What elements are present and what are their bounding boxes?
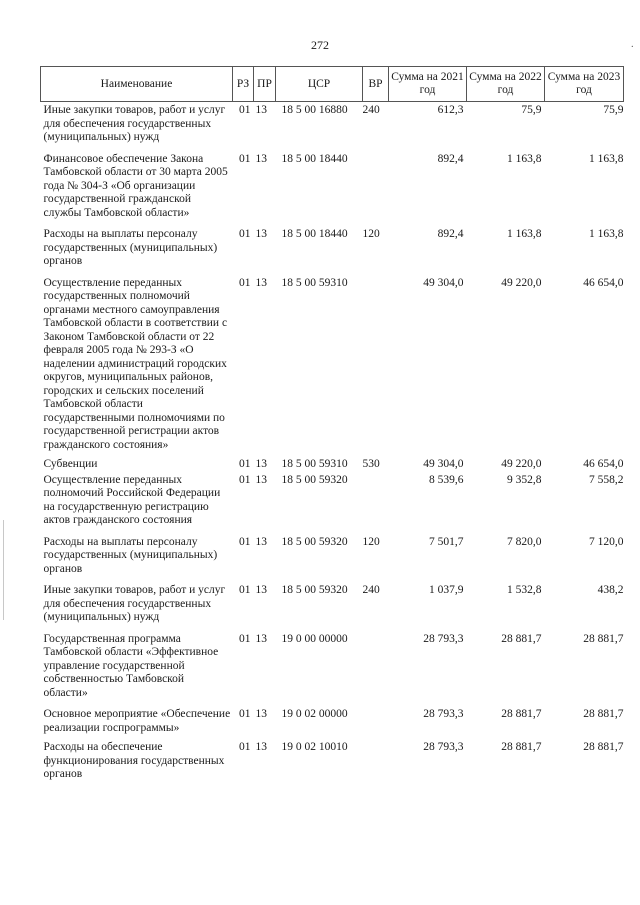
table-row [41,584,624,633]
row-name: Расходы на выплаты персоналу государственных (муниципальных) органов [43,228,218,267]
row-rz: 01 [239,473,251,486]
row-rz: 01 [239,584,251,596]
table-row [41,153,624,229]
row-csr: 18 5 00 18440 [281,228,348,240]
row-pr: 13 [255,535,267,548]
row-name: Государственная программа Тамбовской области «Эффективное управление государственной собственностью Тамбовской области» [43,632,219,699]
row-sum-2022: 1 163,8 [507,152,542,165]
row-pr: 13 [255,741,267,753]
row-sum-2023: 438,2 [597,584,624,596]
row-pr: 13 [255,104,267,116]
table-header-row [41,67,624,102]
row-name: Финансовое обеспечение Закона Тамбовской области от 30 марта 2005 года № 304-З «Об организации государственной гражданской службы Тамбовской области» [43,152,228,219]
row-pr: 13 [255,228,267,240]
row-csr: 19 0 00 00000 [281,632,348,645]
row-sum-2022: 9 352,8 [507,473,542,486]
budget-table [40,66,624,782]
row-sum-2021: 49 304,0 [423,276,464,289]
row-sum-2022: 75,9 [521,104,542,116]
row-name: Осуществление переданных полномочий Российской Федерации на государственную регистрацию актов гражданского состояния [43,473,221,526]
row-name: Иные закупки товаров, работ и услуг для обеспечения государственных (муниципальных) нужд [43,584,226,623]
row-sum-2023: 75,9 [603,104,624,116]
scan-edge-line [3,520,4,620]
row-csr: 19 0 02 00000 [281,708,348,720]
row-vr: 120 [362,535,380,548]
row-vr [363,633,389,709]
table-body [41,102,624,782]
row-csr: 18 5 00 59320 [281,535,348,548]
row-sum-2021: 8 539,6 [429,473,464,486]
row-sum-2022: 28 881,7 [501,632,542,645]
row-sum-2022: 7 820,0 [507,535,542,548]
row-pr: 13 [255,473,267,486]
row-pr: 13 [255,584,267,596]
row-sum-2022: 1 163,8 [507,228,542,240]
table-row [41,458,624,474]
row-vr: 240 [362,584,380,596]
row-sum-2023: 28 881,7 [583,708,624,720]
row-vr [363,708,389,741]
row-pr: 13 [255,276,267,289]
table-row [41,536,624,585]
row-sum-2023: 1 163,8 [589,152,624,165]
row-csr: 18 5 00 59320 [281,473,348,486]
row-vr: 240 [362,104,380,116]
row-sum-2021: 28 793,3 [423,632,464,645]
row-name: Осуществление переданных государственных полномочий органами местного самоуправления Тамбовской области в соответствии с Законом Тамбовской области от 22 февраля 2005 года № 293-З «О наделении администраций городских округов, муниципальных районов, городских и сельских поселений Тамбовской области государственными полномочиями по государственной регистрации актов гражданского состояния» [43,276,228,451]
row-name: Основное мероприятие «Обеспечение реализации госпрограммы» [43,708,231,734]
row-vr [363,741,389,782]
row-sum-2023: 46 654,0 [583,458,624,470]
row-sum-2021: 892,4 [437,152,464,165]
row-csr: 18 5 00 18440 [281,152,348,165]
row-rz: 01 [239,741,251,753]
row-vr [363,474,389,536]
row-vr [363,277,389,459]
header-csr: ЦСР [276,67,363,102]
row-name: Расходы на обеспечение функционирования государственных органов [43,741,225,780]
row-sum-2021: 892,4 [437,228,464,240]
row-rz: 01 [239,458,251,470]
row-pr: 13 [255,632,267,645]
row-vr: 530 [362,458,380,470]
row-sum-2021: 28 793,3 [423,708,464,720]
row-sum-2023: 7 120,0 [589,535,624,548]
row-pr: 13 [255,152,267,165]
row-sum-2021: 1 037,9 [429,584,464,596]
row-pr: 13 [255,708,267,720]
row-sum-2021: 28 793,3 [423,741,464,753]
row-sum-2022: 28 881,7 [501,708,542,720]
header-rz: РЗ [233,67,254,102]
header-pr: ПР [254,67,276,102]
row-name: Расходы на выплаты персоналу государственных (муниципальных) органов [43,535,218,575]
row-name: Субвенции [43,458,98,470]
page-number: 272 [311,38,329,52]
header-name: Наименование [41,67,233,102]
table-row [41,102,624,153]
row-rz: 01 [239,708,251,720]
row-sum-2023: 28 881,7 [583,632,624,645]
row-vr: 120 [362,228,380,240]
row-csr: 18 5 00 59320 [281,584,348,596]
row-vr [363,153,389,229]
table-row [41,633,624,709]
table-row [41,277,624,459]
header-sum-2021: Сумма на 2021 год [389,67,467,102]
row-csr: 18 5 00 59310 [281,276,348,289]
row-sum-2022: 1 532,8 [507,584,542,596]
row-sum-2023: 1 163,8 [589,228,624,240]
table-row [41,741,624,782]
row-csr: 19 0 02 10010 [281,741,348,753]
corner-mark: · [630,42,634,53]
row-sum-2021: 49 304,0 [423,458,464,470]
row-sum-2023: 46 654,0 [583,276,624,289]
row-sum-2021: 7 501,7 [429,535,464,548]
table-row [41,474,624,536]
row-rz: 01 [239,152,251,165]
row-sum-2021: 612,3 [437,104,464,116]
row-sum-2022: 28 881,7 [501,741,542,753]
header-sum-2022: Сумма на 2022 год [467,67,545,102]
row-rz: 01 [239,632,251,645]
row-name: Иные закупки товаров, работ и услуг для обеспечения государственных (муниципальных) нужд [43,104,226,143]
header-sum-2023: Сумма на 2023 год [545,67,624,102]
row-rz: 01 [239,228,251,240]
header-vr: ВР [363,67,389,102]
row-sum-2023: 28 881,7 [583,741,624,753]
row-rz: 01 [239,276,251,289]
row-sum-2022: 49 220,0 [501,458,542,470]
row-sum-2023: 7 558,2 [589,473,624,486]
row-csr: 18 5 00 59310 [281,458,348,470]
row-rz: 01 [239,104,251,116]
table-row [41,228,624,277]
row-sum-2022: 49 220,0 [501,276,542,289]
row-pr: 13 [255,458,267,470]
row-csr: 18 5 00 16880 [281,104,348,116]
row-rz: 01 [239,535,251,548]
table-row [41,708,624,741]
